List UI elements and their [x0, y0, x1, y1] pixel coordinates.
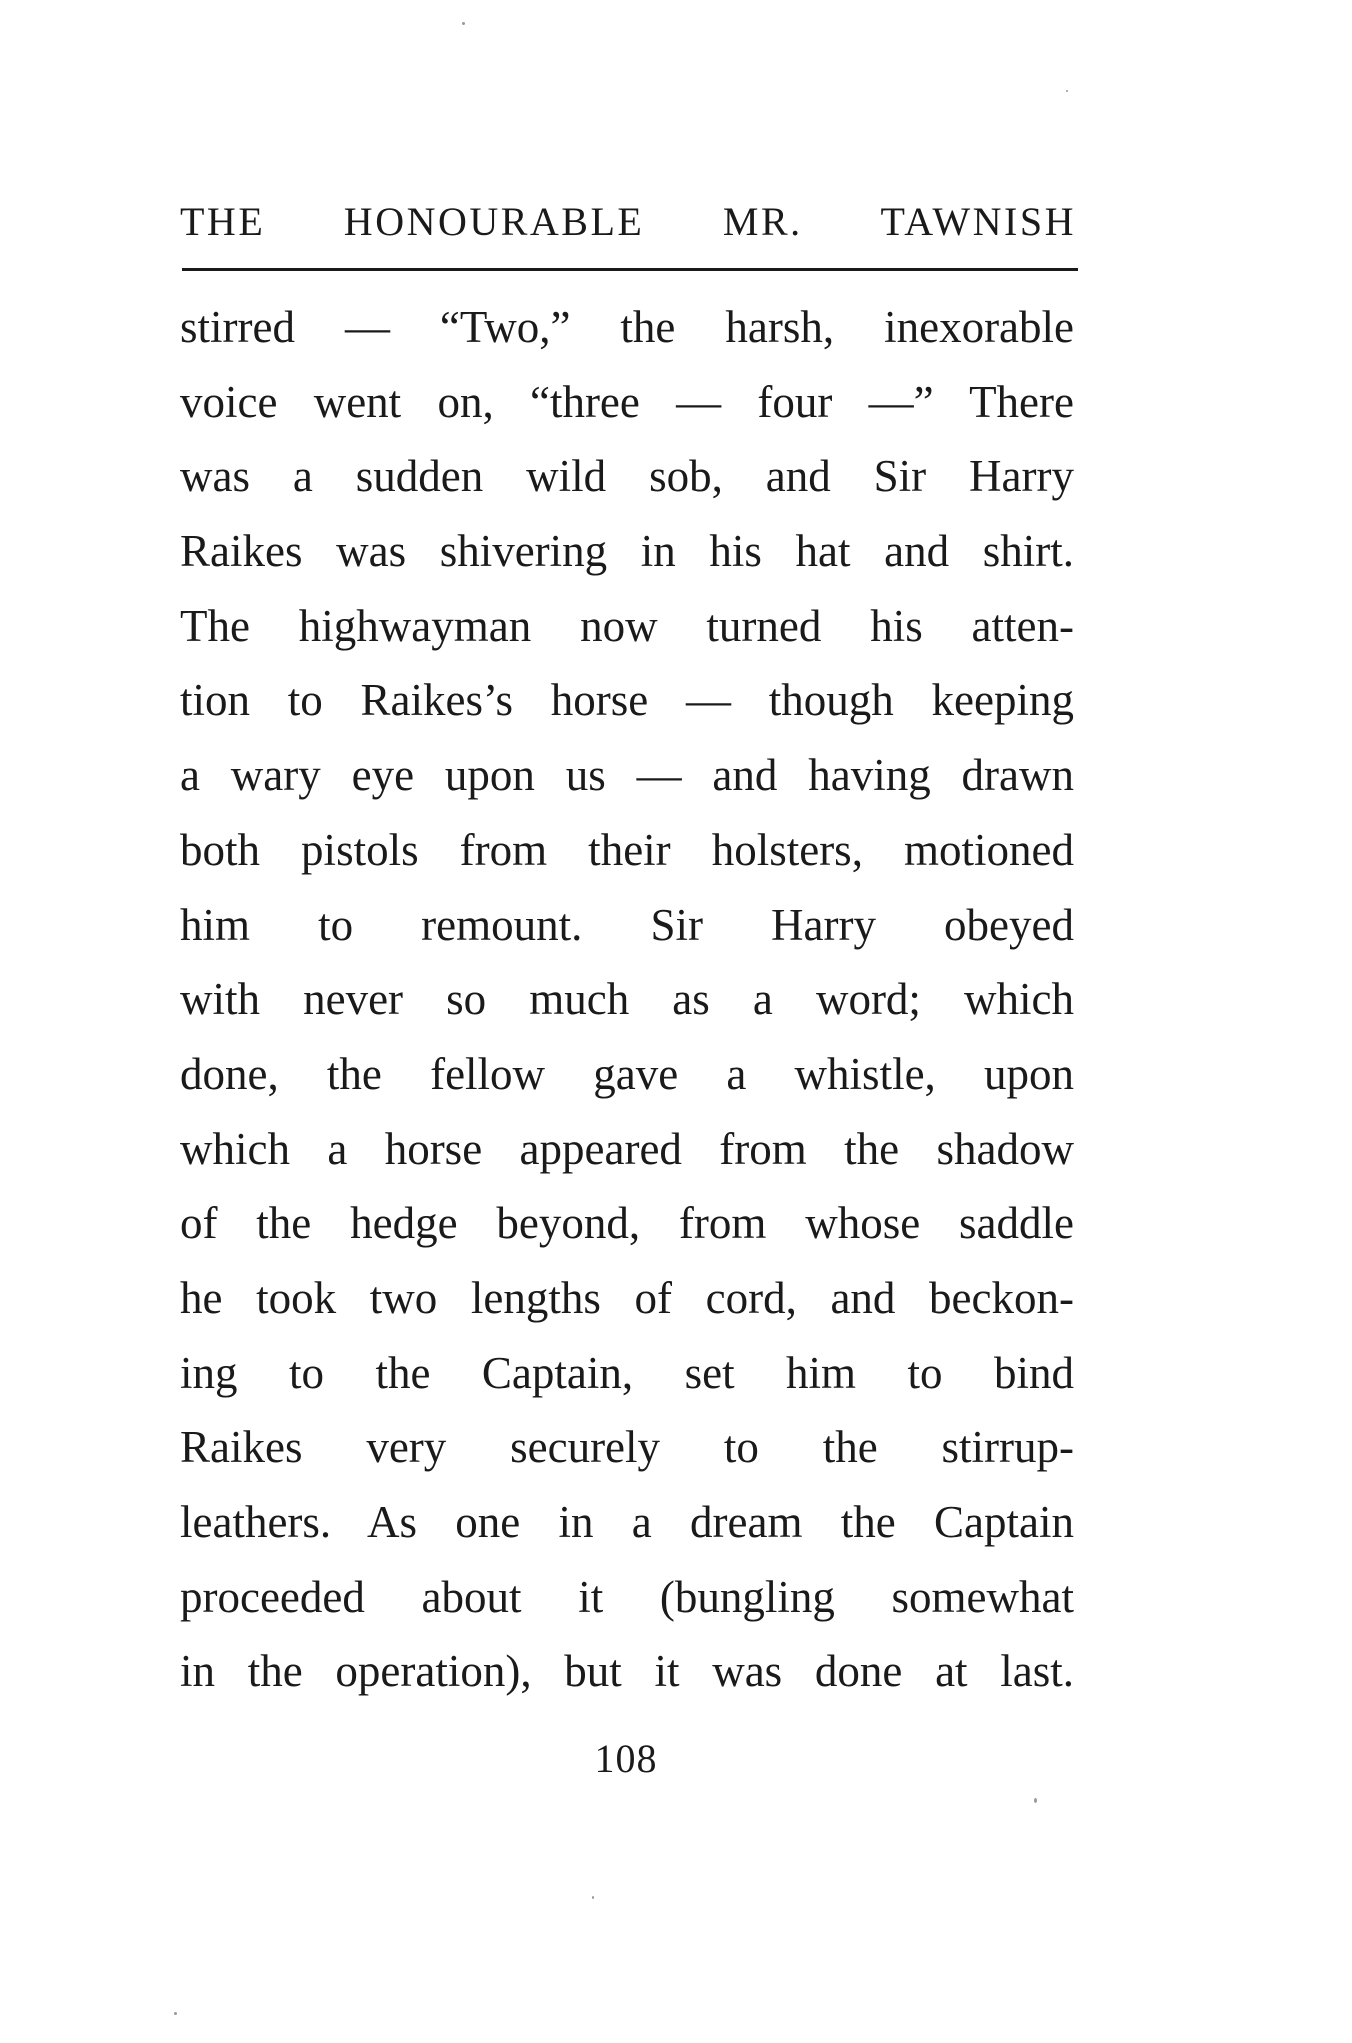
text-line: a wary eye upon us — and having drawn — [180, 750, 1074, 801]
text-line: both pistols from their holsters, motioned — [180, 824, 1074, 875]
scan-speck — [592, 1896, 594, 1899]
text-line: The highwayman now turned his atten- — [180, 600, 1074, 651]
scan-speck — [1034, 1798, 1037, 1803]
text-line: which a horse appeared from the shadow — [180, 1123, 1074, 1174]
scan-speck — [174, 2012, 177, 2015]
text-line: in the operation), but it was done at last. — [180, 1646, 1074, 1697]
text-line: done, the fellow gave a whistle, upon — [180, 1048, 1074, 1099]
text-line: proceeded about it (bungling somewhat — [180, 1571, 1074, 1622]
text-line: ing to the Captain, set him to bind — [180, 1347, 1074, 1398]
text-line: tion to Raikes’s horse — though keeping — [180, 675, 1074, 726]
scan-speck — [462, 22, 465, 25]
text-line: him to remount. Sir Harry obeyed — [180, 899, 1074, 950]
text-line: was a sudden wild sob, and Sir Harry — [180, 451, 1074, 502]
text-line: Raikes was shivering in his hat and shirt. — [180, 526, 1074, 577]
text-line: of the hedge beyond, from whose saddle — [180, 1198, 1074, 1249]
text-line: leathers. As one in a dream the Captain — [180, 1497, 1074, 1547]
scan-speck — [1066, 90, 1068, 92]
header-rule — [182, 268, 1078, 271]
text-line: Raikes very securely to the stirrup- — [180, 1422, 1074, 1473]
text-line: with never so much as a word; which — [180, 974, 1074, 1025]
page-number: 108 — [594, 1736, 658, 1781]
text-line: he took two lengths of cord, and beckon- — [180, 1272, 1074, 1323]
running-head: THE HONOURABLE MR. TAWNISH — [180, 199, 1076, 244]
body-text — [180, 290, 1074, 1709]
text-line: voice went on, “three — four —” There — [180, 376, 1074, 427]
text-line: stirred — “Two,” the harsh, inexorable — [180, 302, 1074, 352]
